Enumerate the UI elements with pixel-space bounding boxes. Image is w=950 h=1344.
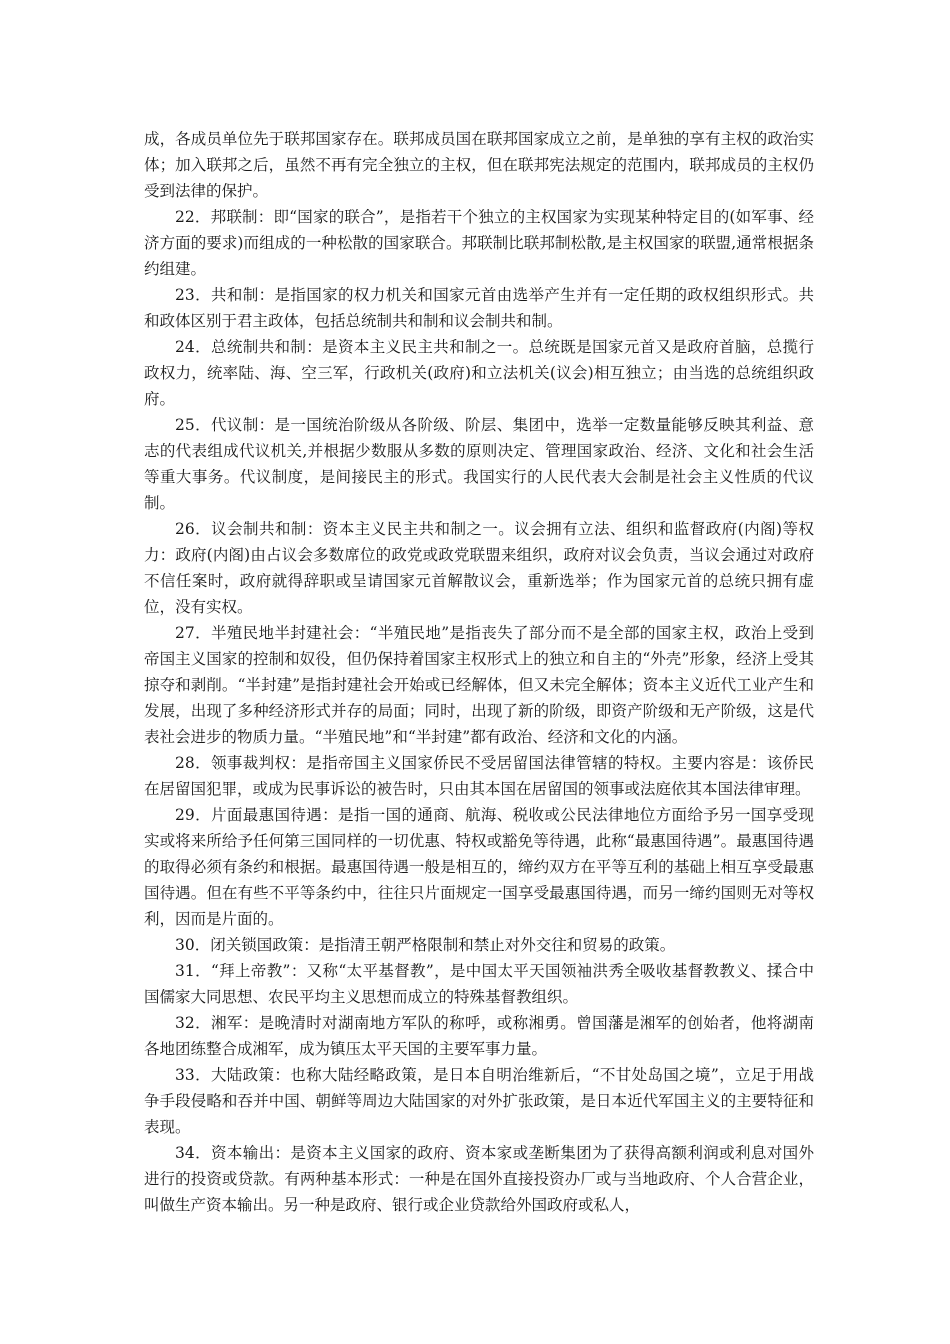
- paragraph-34-capital-export: 34．资本输出：是资本主义国家的政府、资本家或垄断集团为了获得高额利润或利息对国外进行的投资或贷款。有两种基本形式：一种是在国外直接投资办厂或与当地政府、个人合营企业，叫做生产资本输出。另一种是政府、银行或企业贷款给外国政府或私人，: [144, 1144, 814, 1214]
- paragraph-30-closed-door-policy: 30．闭关锁国政策：是指清王朝严格限制和禁止对外交往和贸易的政策。: [175, 936, 676, 954]
- paragraph-31-god-worshipping-society: 31．“拜上帝教”：又称“太平基督教”，是中国太平天国领袖洪秀全吸收基督教教义、揉合中国儒家大同思想、农民平均主义思想而成立的特殊基督教组织。: [144, 962, 814, 1006]
- paragraph-23-republic: 23．共和制：是指国家的权力机关和国家元首由选举产生并有一定任期的政权组织形式。共和政体区别于君主政体，包括总统制共和制和议会制共和制。: [144, 286, 814, 330]
- paragraph-22-confederation: 22．邦联制：即“国家的联合”，是指若干个独立的主权国家为实现某种特定目的(如军事、经济方面的要求)而组成的一种松散的国家联合。邦联制比联邦制松散,是主权国家的联盟,通常根据条约组建。: [144, 208, 814, 278]
- paragraph-29-most-favored-nation: 29．片面最惠国待遇：是指一国的通商、航海、税收或公民法律地位方面给予另一国享受现实或将来所给予任何第三国同样的一切优惠、特权或豁免等待遇，此称“最惠国待遇”。最惠国待遇的取得必须有条约和根据。最惠国待遇一般是相互的，缔约双方在平等互利的基础上相互享受最惠国待遇。但在有些不平等条约中，往往只片面规定一国享受最惠国待遇，而另一缔约国则无对等权利，因而是片面的。: [144, 806, 814, 928]
- paragraph-33-continental-policy: 33．大陆政策：也称大陆经略政策，是日本自明治维新后，“不甘处岛国之境”，立足于用战争手段侵略和吞并中国、朝鲜等周边大陆国家的对外扩张政策，是日本近代军国主义的主要特征和表现。: [144, 1066, 814, 1136]
- paragraph-25-representative-system: 25．代议制：是一国统治阶级从各阶级、阶层、集团中，选举一定数量能够反映其利益、意志的代表组成代议机关,并根据少数服从多数的原则决定、管理国家政治、经济、文化和社会生活等重大事务。代议制度，是间接民主的形式。我国实行的人民代表大会制是社会主义性质的代议制。: [144, 416, 814, 512]
- paragraph-32-xiang-army: 32．湘军：是晚清时对湖南地方军队的称呼，或称湘勇。曾国藩是湘军的创始者，他将湖南各地团练整合成湘军，成为镇压太平天国的主要军事力量。: [144, 1014, 814, 1058]
- paragraph-28-consular-jurisdiction: 28．领事裁判权：是指帝国主义国家侨民不受居留国法律管辖的特权。主要内容是：该侨民在居留国犯罪，或成为民事诉讼的被告时，只由其本国在居留国的领事或法庭依其本国法律审理。: [144, 754, 814, 798]
- paragraph-27-semi-colonial-society: 27．半殖民地半封建社会：“半殖民地”是指丧失了部分而不是全部的国家主权，政治上受到帝国主义国家的控制和奴役，但仍保持着国家主权形式上的独立和自主的“外壳”形象，经济上受其掠夺和剥削。“半封建”是指封建社会开始或已经解体，但又未完全解体；资本主义近代工业产生和发展，出现了多种经济形式并存的局面；同时，出现了新的阶级，即资产阶级和无产阶级，这是代表社会进步的物质力量。“半殖民地”和“半封建”都有政治、经济和文化的内涵。: [144, 624, 814, 746]
- paragraph-24-presidential-republic: 24．总统制共和制：是资本主义民主共和制之一。总统既是国家元首又是政府首脑，总揽行政权力，统率陆、海、空三军，行政机关(政府)和立法机关(议会)相互独立；由当选的总统组织政府。: [144, 338, 814, 408]
- paragraph-continuation: 成，各成员单位先于联邦国家存在。联邦成员国在联邦国家成立之前，是单独的享有主权的政治实体；加入联邦之后，虽然不再有完全独立的主权，但在联邦宪法规定的范围内，联邦成员的主权仍受到法律的保护。: [144, 130, 814, 200]
- paragraph-26-parliamentary-republic: 26．议会制共和制：资本主义民主共和制之一。议会拥有立法、组织和监督政府(内阁)等权力：政府(内阁)由占议会多数席位的政党或政党联盟来组织，政府对议会负责，当议会通过对政府不信任案时，政府就得辞职或呈请国家元首解散议会，重新选举；作为国家元首的总统只拥有虚位，没有实权。: [144, 520, 814, 616]
- document-body: [144, 126, 814, 1218]
